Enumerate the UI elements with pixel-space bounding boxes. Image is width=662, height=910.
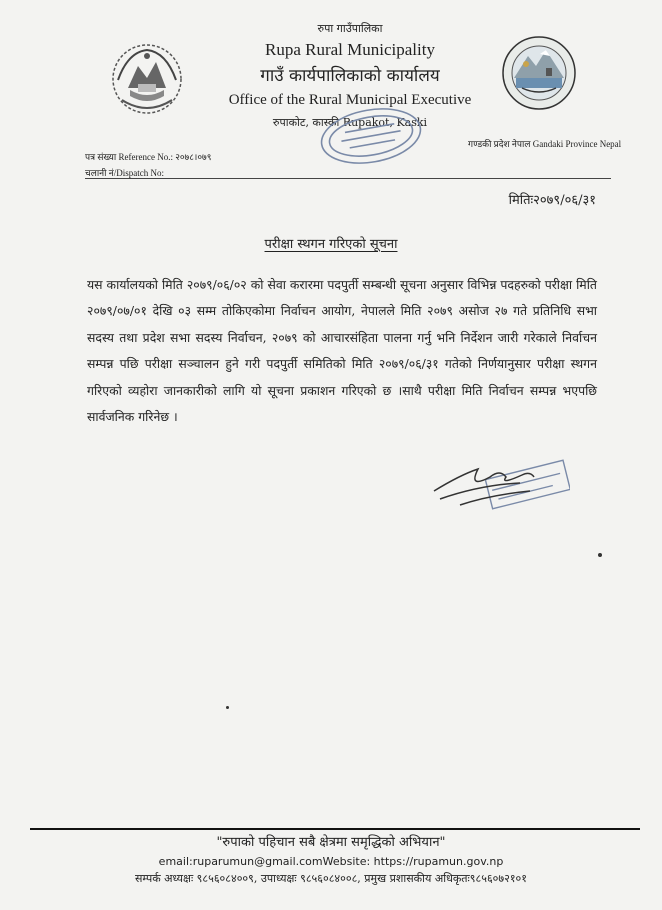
municipality-name-en: Rupa Rural Municipality: [265, 40, 435, 59]
footer-contact: email:ruparumun@gmail.comWebsite: https://rupamun.gov.np: [158, 855, 504, 868]
notice-title: [0, 234, 662, 252]
footer-slogan: "रुपाको पहिचान सबै क्षेत्रमा समृद्धिको अभियान": [216, 835, 446, 850]
header-top-line: रुपा गाउँपालिका: [317, 22, 383, 35]
signature-icon: [430, 455, 570, 530]
notice-date: मितिः२०७९/०६/३१: [508, 193, 596, 208]
scan-speck: [598, 553, 602, 557]
notice-body: यस कार्यालयको मिति २०७९/०६/०२ को सेवा करारमा पदपुर्ती सम्बन्धी सूचना अनुसार विभिन्न पदहरुको परीक्षा मिति २०७९/०७/०१ देखि ०३ सम्म तोकिएकोमा निर्वाचन आयोग, नेपालले मिति २०७९ असोज २७ गते प्रतिनिधि सभा सदस्य तथा प्रदेश सभा सदस्य निर्वाचन, २०७९ को आचारसंहिता पालना गर्नु भनि निर्देशन जारी गरेकाले निर्वाचन सम्पन्न पछि परीक्षा सञ्चालन हुने गरी पदपुर्ती समितिको मिति २०७९/०६/३१ गतेको निर्णयानुसार परीक्षा स्थगन गरिएको व्यहोरा जानकारीको लागि यो सूचना प्रकाशन गरिएको छ ।साथै परीक्षा मिति निर्वाचन सम्पन्न भएपछि सार्वजनिक गरिनेछ ।: [87, 277, 597, 425]
office-address: रुपाकोट, कास्की Rupakot, Kaski: [272, 116, 428, 129]
nepal-emblem-icon: [108, 40, 186, 118]
office-name-en: Office of the Rural Municipal Executive: [228, 92, 472, 108]
footer-phones: सम्पर्क अध्यक्षः ९८५६०८४००९, उपाध्यक्षः ९८५६०८४००८, प्रमुख प्रशासकीय अधिकृतः९८५६०७२१०१: [135, 872, 527, 885]
footer-divider: [30, 828, 640, 830]
office-name-np: गाउँ कार्यपालिकाको कार्यालय: [260, 66, 440, 86]
office-seal-stamp-icon: [316, 104, 426, 168]
notice-title-text: परीक्षा स्थगन गरिएको सूचना: [264, 237, 398, 252]
dispatch-number: चलानी नं/Dispatch No:: [85, 168, 164, 178]
reference-number: पत्र संख्या Reference No.: २०७८।०७९: [85, 152, 212, 162]
province-label: गण्डकी प्रदेश नेपाल Gandaki Province Nepal: [468, 139, 622, 149]
municipality-logo-icon: [500, 34, 578, 112]
header-divider: [85, 178, 611, 179]
scan-speck: [226, 706, 229, 709]
